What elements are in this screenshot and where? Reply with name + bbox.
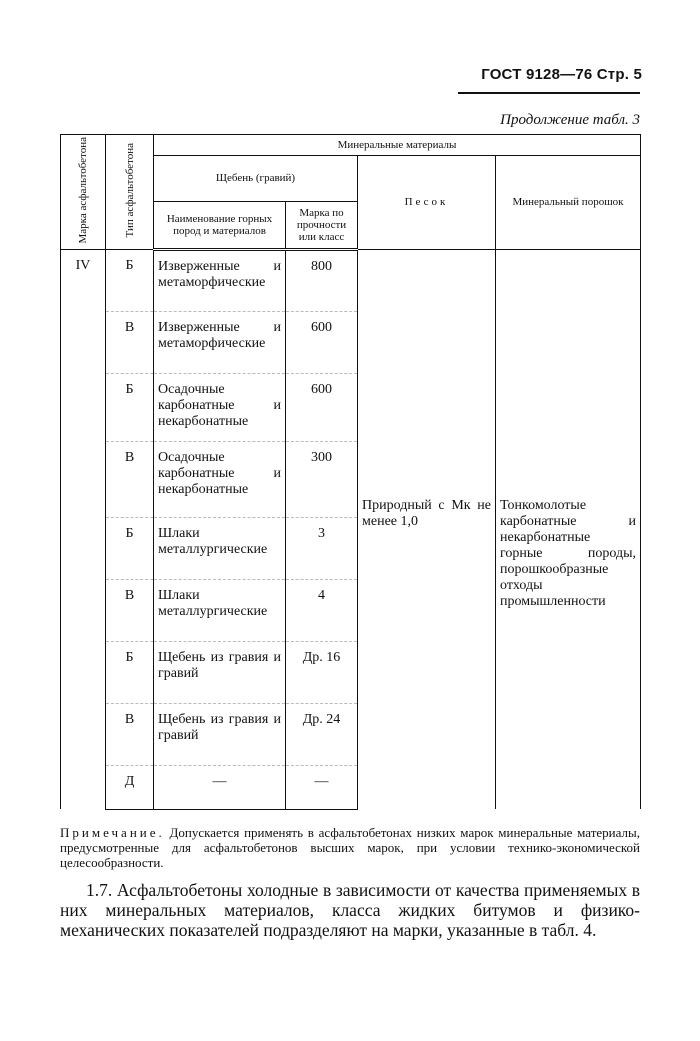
col-header-type: Тип асфальтобетона xyxy=(106,135,154,250)
strength-cell: Др. 16 xyxy=(286,641,358,703)
strength-cell: — xyxy=(286,765,358,809)
header-rule xyxy=(458,92,640,94)
col-header-strength: Марка по прочности или класс xyxy=(286,201,358,249)
materials-table xyxy=(60,134,641,810)
rock-name-cell: Щебень из гравия и гравий xyxy=(154,703,286,765)
strength-cell: 3 xyxy=(286,517,358,579)
type-cell: В xyxy=(106,311,154,373)
strength-cell: 300 xyxy=(286,441,358,517)
table-row xyxy=(61,249,641,311)
note-lead: Примечание. xyxy=(60,825,165,840)
rock-name-cell: — xyxy=(154,765,286,809)
rock-name-cell: Изверженные и метаморфические xyxy=(154,249,286,311)
type-cell: Б xyxy=(106,641,154,703)
type-cell: В xyxy=(106,441,154,517)
page-header: ГОСТ 9128—76 Стр. 5 xyxy=(481,66,642,83)
strength-cell: 800 xyxy=(286,249,358,311)
type-cell: Д xyxy=(106,765,154,809)
strength-cell: 600 xyxy=(286,311,358,373)
strength-cell: 4 xyxy=(286,579,358,641)
table-note xyxy=(60,825,640,870)
powder-cell: Тонкомолотые карбонатные и некарбонатные горные породы, порошкообразные отходы промышленности xyxy=(496,249,641,809)
col-header-powder: Минеральный порошок xyxy=(496,156,641,250)
col-header-sand: Песок xyxy=(358,156,496,250)
rock-name-cell: Щебень из гравия и гравий xyxy=(154,641,286,703)
strength-cell: 600 xyxy=(286,373,358,441)
rock-name-cell: Шлаки металлургические xyxy=(154,579,286,641)
grade-cell: IV xyxy=(61,249,106,809)
col-header-grade: Марка асфальтобетона xyxy=(61,135,106,250)
note-text: Допускается применять в асфальтобетонах низких марок минеральные материалы, предусмотренные для асфальтобетонов высших марок, при условии технико-экономической целесообразности. xyxy=(60,825,640,870)
sand-cell: Природный с Mк не менее 1,0 xyxy=(358,249,496,809)
strength-cell: Др. 24 xyxy=(286,703,358,765)
type-cell: В xyxy=(106,579,154,641)
col-header-rock-name: Наименование горных пород и материалов xyxy=(154,201,286,249)
type-cell: В xyxy=(106,703,154,765)
paragraph-1-7: 1.7. Асфальтобетоны холодные в зависимости от качества применяемых в них минеральных материалов, класса жидких битумов и физико-механических показателей подразделяют на марки, указанные в табл. 4. xyxy=(60,880,640,940)
rock-name-cell: Изверженные и метаморфические xyxy=(154,311,286,373)
col-header-mineral-group: Минеральные материалы xyxy=(154,135,641,156)
table-continuation-label: Продолжение табл. 3 xyxy=(500,112,640,128)
type-cell: Б xyxy=(106,517,154,579)
col-header-gravel-group: Щебень (гравий) xyxy=(154,156,358,202)
rock-name-cell: Осадочные карбонатные и некарбонатные xyxy=(154,441,286,517)
type-cell: Б xyxy=(106,249,154,311)
rock-name-cell: Шлаки металлургические xyxy=(154,517,286,579)
rock-name-cell: Осадочные карбонатные и некарбонатные xyxy=(154,373,286,441)
type-cell: Б xyxy=(106,373,154,441)
